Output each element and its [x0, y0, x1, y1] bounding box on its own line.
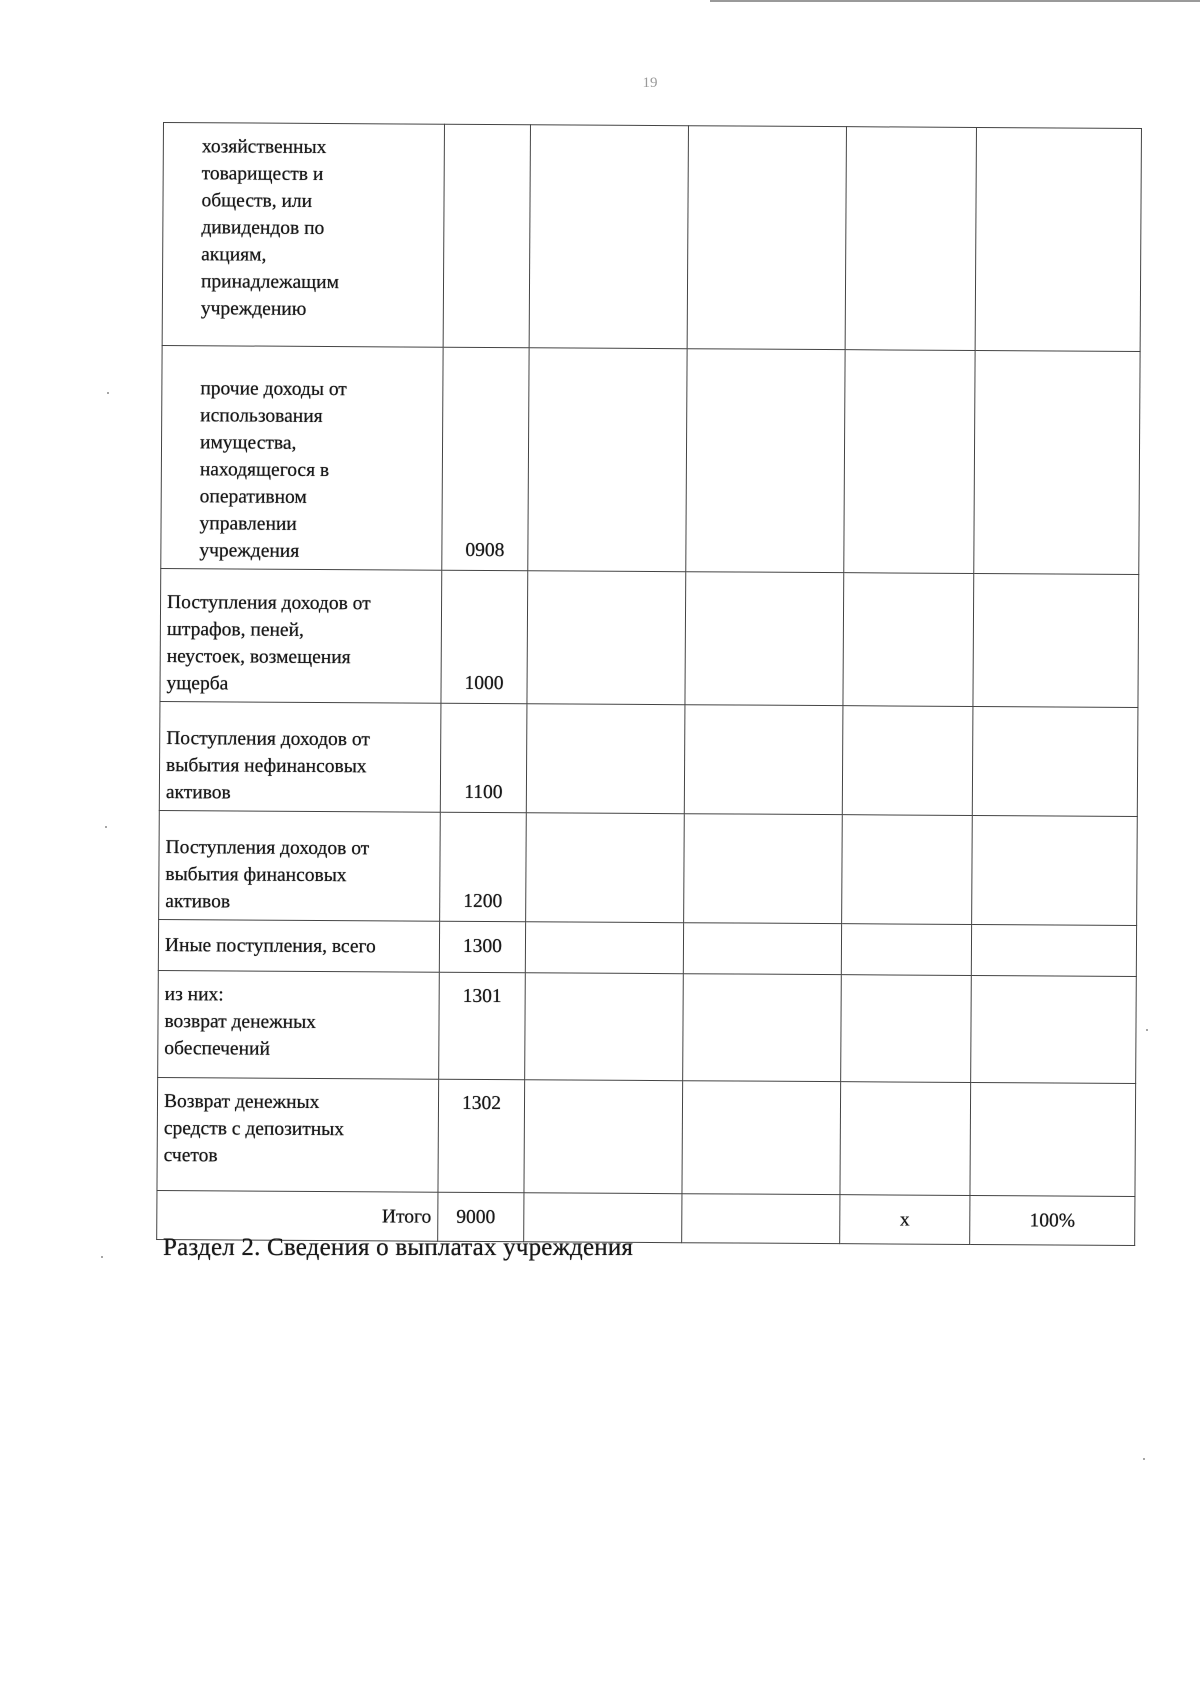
row-code-cell	[440, 812, 527, 922]
row-name-cell	[159, 701, 441, 812]
value-cell	[525, 922, 683, 974]
scan-speck	[105, 826, 107, 828]
value-cell	[683, 974, 842, 1082]
row-name: Поступления доходов от выбытия финансовых активов	[165, 837, 370, 913]
value-cell	[528, 348, 687, 572]
value-cell	[841, 924, 971, 976]
row-code-cell	[438, 1079, 525, 1193]
value-cell	[683, 923, 841, 975]
table-row	[158, 919, 1136, 976]
scan-speck	[101, 1256, 103, 1258]
total-col5: x	[899, 1209, 910, 1231]
row-name: из них: возврат денежных обеспечений	[164, 984, 317, 1060]
table-row	[162, 123, 1141, 352]
page-number: 19	[642, 75, 658, 91]
row-code: 1300	[462, 935, 503, 957]
scan-speck	[1143, 1458, 1145, 1460]
table-row	[159, 701, 1138, 816]
value-cell	[527, 571, 686, 705]
total-value-cell	[840, 1195, 970, 1245]
value-cell	[842, 706, 973, 816]
row-name: Иные поступления, всего	[164, 934, 376, 957]
value-cell	[970, 1082, 1136, 1196]
row-name-cell	[158, 919, 439, 972]
value-cell	[844, 350, 975, 574]
row-code-cell	[442, 347, 529, 571]
value-cell	[971, 924, 1136, 976]
section-heading: Раздел 2. Сведения о выплатах учреждения	[163, 1234, 634, 1261]
row-code-cell	[439, 921, 525, 973]
table-row	[160, 568, 1139, 707]
value-cell	[684, 705, 843, 815]
row-code-cell	[441, 570, 528, 704]
value-cell	[845, 127, 976, 351]
total-label: Итого	[381, 1205, 432, 1228]
row-code: 1100	[464, 781, 503, 804]
value-cell	[684, 814, 843, 924]
value-cell	[972, 706, 1138, 816]
total-col6: 100%	[1029, 1209, 1076, 1232]
value-cell	[841, 975, 972, 1083]
scan-speck	[107, 392, 109, 394]
value-cell	[972, 815, 1138, 925]
row-name: хозяйственных товариществ и обществ, или дивидендов по акциям, принадлежащим учреждению	[200, 136, 340, 320]
row-code-cell	[440, 703, 527, 813]
value-cell	[529, 125, 688, 349]
row-name: Возврат денежных средств с депозитных счетов	[163, 1091, 345, 1167]
scan-edge-line	[710, 0, 1200, 2]
row-name-cell	[161, 345, 443, 570]
row-code-cell	[443, 124, 530, 348]
row-name: прочие доходы от использования имущества, находящегося в оперативном управлении учреждения	[199, 378, 347, 562]
total-percent-cell	[970, 1195, 1135, 1245]
revenue-table	[156, 122, 1142, 1246]
value-cell	[840, 1082, 971, 1196]
row-name-cell	[162, 123, 444, 348]
value-cell	[975, 127, 1141, 351]
row-name: Поступления доходов от штрафов, пеней, неустоек, возмещения ущерба	[166, 592, 371, 695]
row-code-cell	[439, 972, 526, 1080]
row-name-cell	[157, 1077, 439, 1192]
value-cell	[843, 573, 974, 707]
total-code: 9000	[456, 1206, 496, 1228]
value-cell	[686, 349, 845, 573]
value-cell	[973, 573, 1139, 707]
table-row	[161, 345, 1140, 574]
row-name: Поступления доходов от выбытия нефинансовых активов	[165, 728, 370, 804]
total-value-cell	[682, 1194, 840, 1244]
row-name-cell	[159, 810, 441, 921]
table-row	[159, 810, 1138, 925]
value-cell	[687, 126, 846, 350]
table-row	[157, 1077, 1136, 1196]
value-cell	[685, 572, 844, 706]
row-name-cell	[158, 970, 440, 1079]
row-code: 0908	[465, 539, 505, 562]
value-cell	[524, 1080, 683, 1194]
value-cell	[526, 704, 685, 814]
row-code: 1200	[463, 890, 503, 913]
value-cell	[682, 1081, 841, 1195]
value-cell	[525, 973, 684, 1081]
row-code: 1000	[464, 672, 504, 695]
row-name-cell	[160, 568, 442, 703]
value-cell	[974, 350, 1140, 574]
value-cell	[526, 813, 685, 923]
value-cell	[971, 975, 1137, 1083]
row-code: 1301	[462, 985, 502, 1008]
scan-speck	[1146, 1029, 1148, 1031]
value-cell	[842, 815, 973, 925]
table-row	[158, 970, 1137, 1083]
row-code: 1302	[461, 1092, 502, 1115]
